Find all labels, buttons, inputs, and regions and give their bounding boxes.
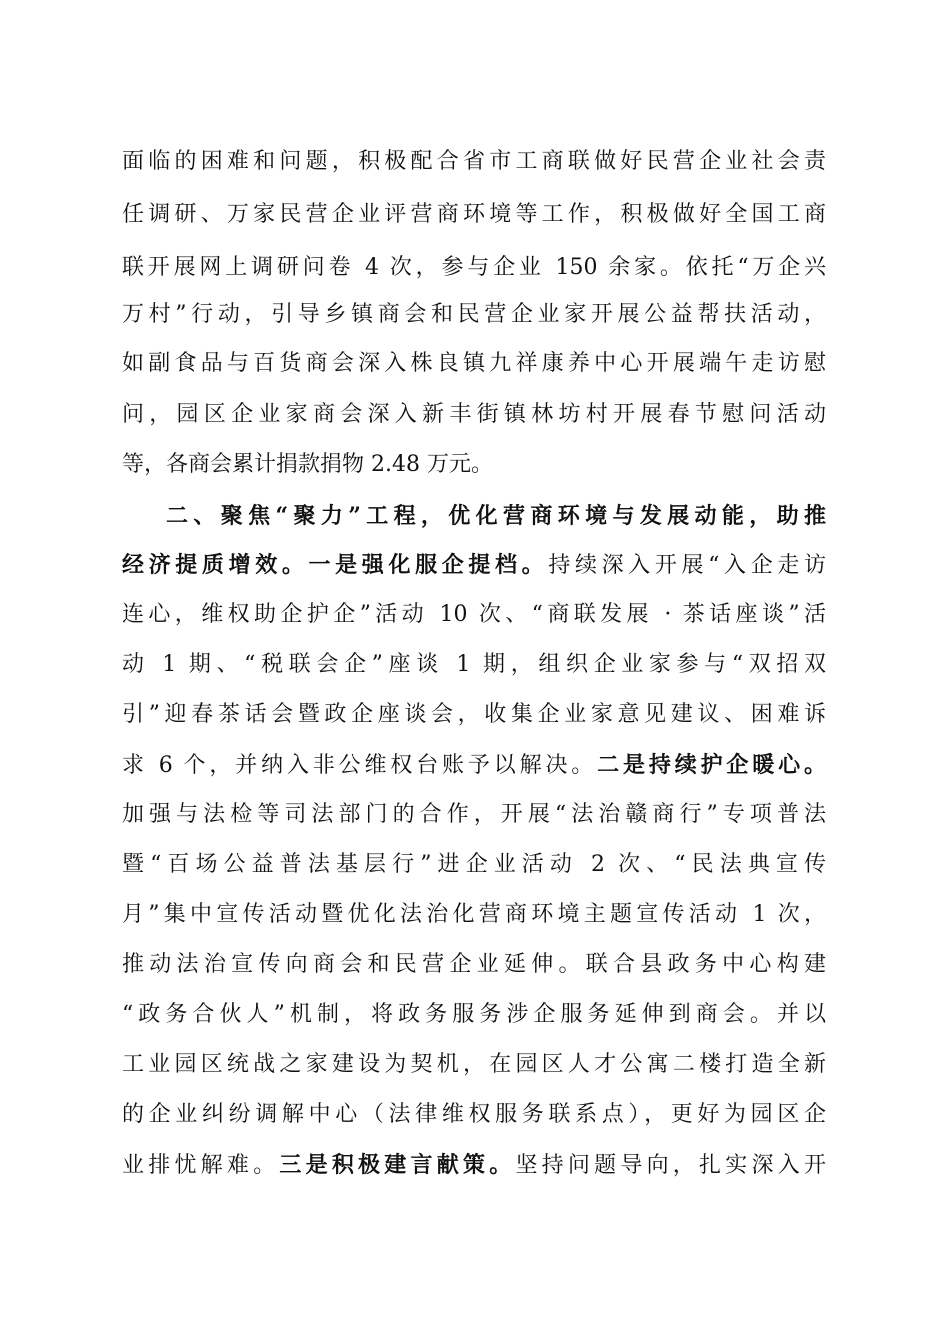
text-line: 问，园区企业家商会深入新丰街镇林坊村开展春节慰问活动 [122, 402, 826, 427]
text-line [122, 550, 826, 580]
text-line: 月”集中宣传活动暨优化法治化营商环境主题宣传活动 1 次， [122, 902, 826, 927]
text-line: 万村”行动，引导乡镇商会和民营企业家开展公益帮扶活动， [122, 302, 826, 327]
text-line: 动 1 期、“税联会企”座谈 1 期，组织企业家参与“双招双 [122, 652, 826, 677]
section-heading-cont: 经济提质增效。 [122, 552, 309, 578]
text-line: 的企业纠纷调解中心（法律维权服务联系点），更好为园区企 [122, 1102, 826, 1127]
text-line [122, 1150, 826, 1180]
text-line: “政务合伙人”机制，将政务服务涉企服务延伸到商会。并以 [122, 1002, 826, 1027]
text-line: 推动法治宣传向商会和民营企业延伸。联合县政务中心构建 [122, 952, 826, 977]
subheading-3: 三是积极建言献策。 [279, 1152, 516, 1178]
text-line: 等，各商会累计捐款捐物 2.48 万元。 [122, 452, 493, 477]
text-line: 加强与法检等司法部门的合作，开展“法治赣商行”专项普法 [122, 802, 826, 827]
text-line: 连心，维权助企护企”活动 10 次、“商联发展 · 茶话座谈”活 [122, 602, 826, 627]
text-span: 求 6 个，并纳入非公维权台账予以解决。 [122, 753, 598, 778]
text-line: 联开展网上调研问卷 4 次，参与企业 150 余家。依托“万企兴 [122, 255, 826, 280]
text-line: 任调研、万家民营企业评营商环境等工作，积极做好全国工商 [122, 202, 826, 227]
text-line: 引”迎春茶话会暨政企座谈会，收集企业家意见建议、困难诉 [122, 702, 826, 727]
text-span: 业排忧解难。 [122, 1153, 280, 1178]
text-line: 暨“百场公益普法基层行”进企业活动 2 次、“民法典宣传 [122, 852, 826, 877]
text-line: 工业园区统战之家建设为契机，在园区人才公寓二楼打造全新 [122, 1052, 826, 1077]
text-span: 坚持问题导向，扎实深入开 [515, 1153, 826, 1178]
text-line [122, 750, 826, 780]
text-span: 持续深入开展“入企走访 [548, 553, 826, 578]
subheading-1: 一是强化服企提档。 [308, 552, 549, 578]
text-line: 面临的困难和问题，积极配合省市工商联做好民营企业社会责 [122, 149, 826, 174]
subheading-2: 二是持续护企暖心。 [597, 752, 826, 778]
section-heading: 二、聚焦“聚力”工程，优化营商环境与发展动能，助推 [166, 503, 826, 529]
text-line: 如副食品与百货商会深入株良镇九祥康养中心开展端午走访慰 [122, 351, 826, 376]
